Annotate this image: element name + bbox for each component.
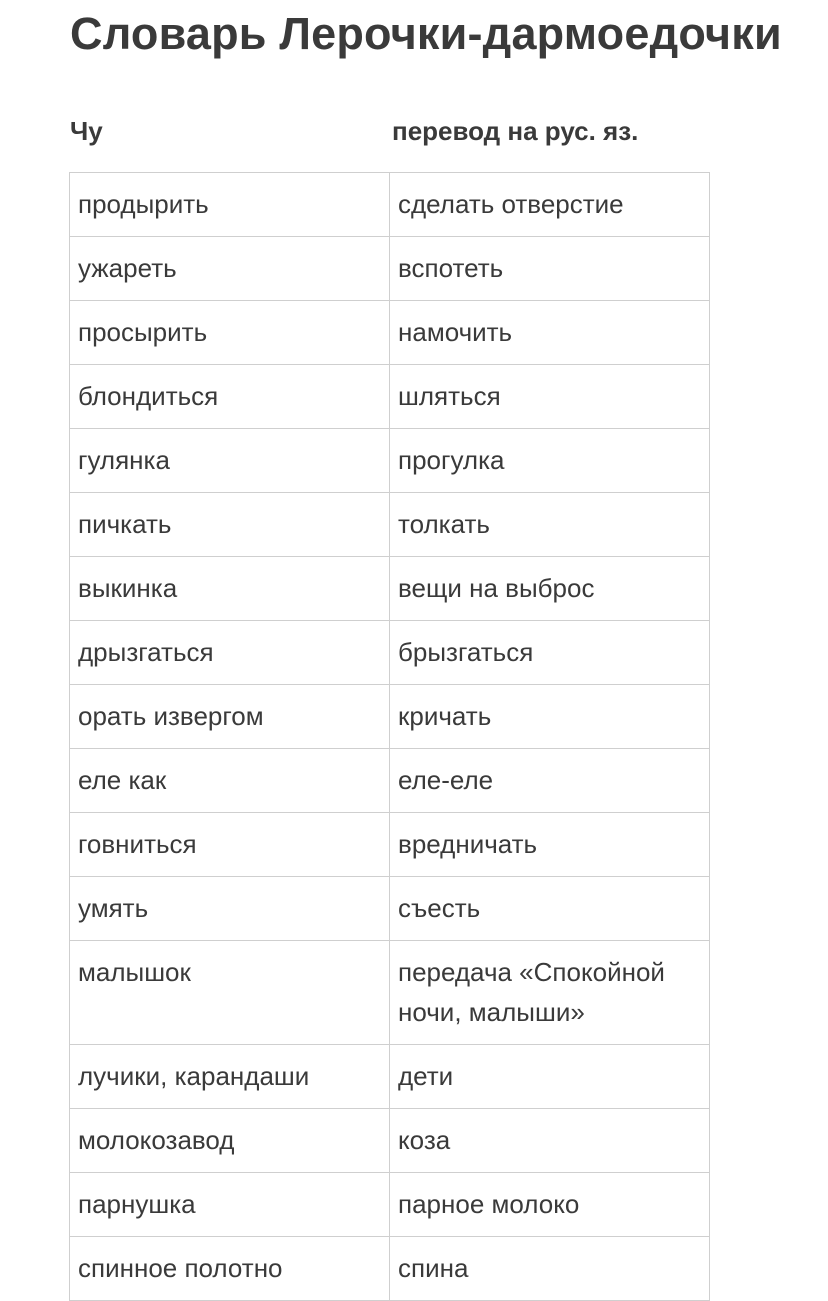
word-cell: молокозавод xyxy=(70,1109,390,1173)
translation-cell: коза xyxy=(390,1109,710,1173)
table-row xyxy=(70,1173,710,1237)
word-cell: малышок xyxy=(70,941,390,1045)
translation-cell: прогулка xyxy=(390,429,710,493)
word-cell: умять xyxy=(70,877,390,941)
table-row xyxy=(70,1109,710,1173)
word-cell: блондиться xyxy=(70,365,390,429)
dictionary-table xyxy=(69,172,710,1301)
translation-cell: вещи на выброс xyxy=(390,557,710,621)
translation-cell: дети xyxy=(390,1045,710,1109)
translation-cell: еле-еле xyxy=(390,749,710,813)
word-cell: гулянка xyxy=(70,429,390,493)
word-cell: парнушка xyxy=(70,1173,390,1237)
translation-cell: съесть xyxy=(390,877,710,941)
translation-cell: вспотеть xyxy=(390,237,710,301)
word-cell: дрызгаться xyxy=(70,621,390,685)
translation-cell: толкать xyxy=(390,493,710,557)
word-cell: лучики, карандаши xyxy=(70,1045,390,1109)
table-row xyxy=(70,749,710,813)
column-header-translation: перевод на рус. яз. xyxy=(392,116,639,146)
translation-cell: передача «Спокойной ночи, малыши» xyxy=(390,941,710,1045)
table-row xyxy=(70,1045,710,1109)
table-row xyxy=(70,877,710,941)
table-row xyxy=(70,621,710,685)
table-row xyxy=(70,301,710,365)
translation-cell: сделать отверстие xyxy=(390,173,710,237)
table-row xyxy=(70,813,710,877)
translation-cell: кричать xyxy=(390,685,710,749)
word-cell: спинное полотно xyxy=(70,1237,390,1301)
table-row xyxy=(70,685,710,749)
word-cell: орать извергом xyxy=(70,685,390,749)
word-cell: просырить xyxy=(70,301,390,365)
table-row xyxy=(70,173,710,237)
translation-cell: шляться xyxy=(390,365,710,429)
table-row xyxy=(70,493,710,557)
translation-cell: вредничать xyxy=(390,813,710,877)
column-header-source: Чу xyxy=(70,116,103,146)
table-row xyxy=(70,557,710,621)
word-cell: продырить xyxy=(70,173,390,237)
table-row xyxy=(70,941,710,1045)
table-row xyxy=(70,237,710,301)
word-cell: выкинка xyxy=(70,557,390,621)
word-cell: пичкать xyxy=(70,493,390,557)
table-row xyxy=(70,429,710,493)
translation-cell: спина xyxy=(390,1237,710,1301)
column-headers xyxy=(70,116,710,156)
word-cell: говниться xyxy=(70,813,390,877)
table-row xyxy=(70,365,710,429)
word-cell: еле как xyxy=(70,749,390,813)
word-cell: ужареть xyxy=(70,237,390,301)
translation-cell: парное молоко xyxy=(390,1173,710,1237)
translation-cell: брызгаться xyxy=(390,621,710,685)
translation-cell: намочить xyxy=(390,301,710,365)
page-title: Словарь Лерочки-дармоедочки xyxy=(70,8,782,59)
table-row xyxy=(70,1237,710,1301)
dictionary-table-wrapper xyxy=(69,172,710,1301)
